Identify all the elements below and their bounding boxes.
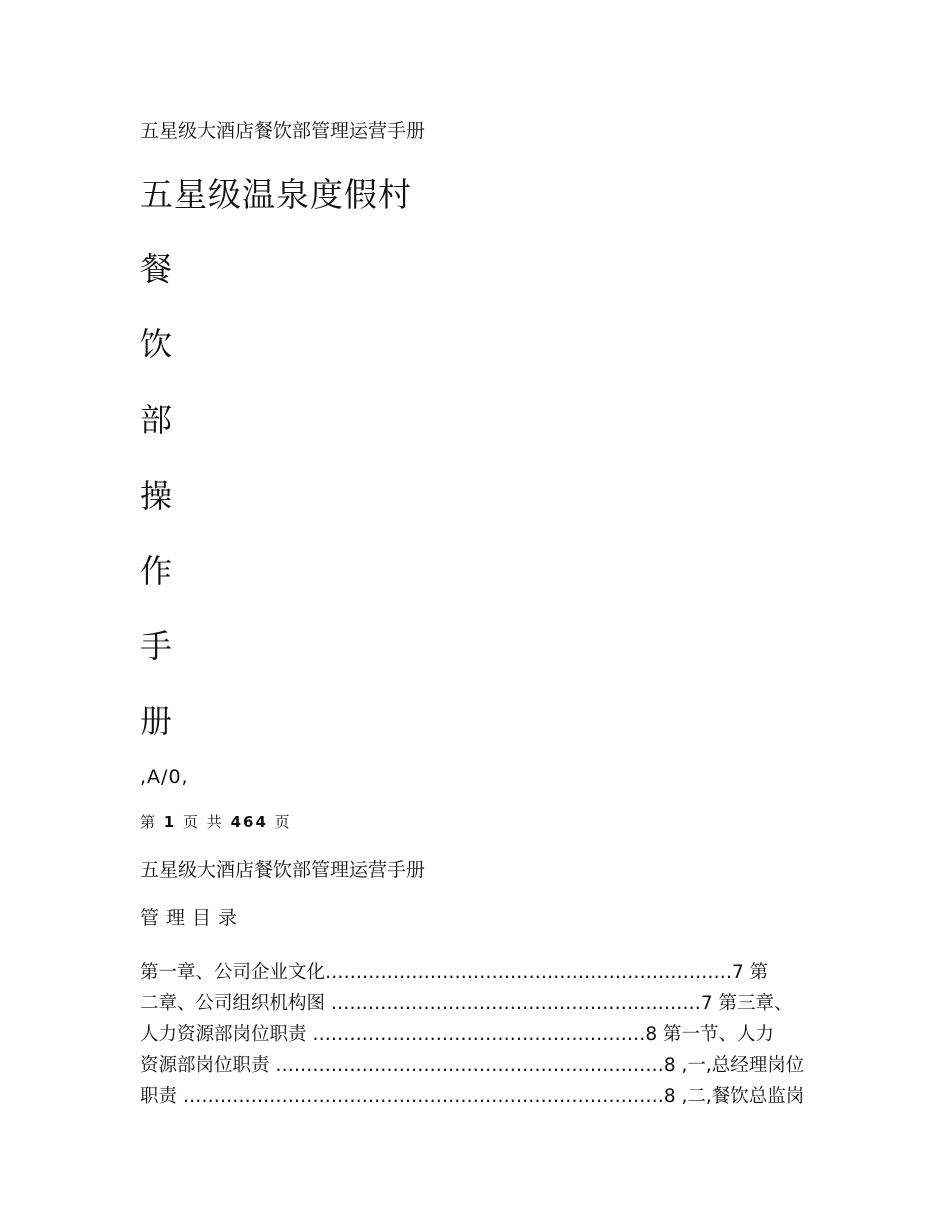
toc-line (140, 1081, 830, 1112)
toc-line-text: 资源部岗位职责 ………………………………………………………8 ,一,总经理岗位 (140, 1055, 805, 1076)
document-code: ,A/0, (140, 766, 189, 788)
toc-line-text: 第一章、公司企业文化…………………………………………………………7 第 (140, 962, 769, 983)
vertical-title-char: 作 (140, 552, 173, 590)
vertical-title-char: 部 (140, 401, 173, 439)
running-header-second: 五星级大酒店餐饮部管理运营手册 (140, 859, 426, 881)
toc-line-text: 职责 ……………………………………………………………………8 ,二,餐饮总监岗 (140, 1086, 805, 1107)
page-current: 1 (163, 813, 177, 831)
page-middle: 页 共 (183, 813, 224, 831)
vertical-title-char: 餐 (140, 250, 173, 288)
page-suffix: 页 (274, 813, 292, 831)
toc-line (140, 1050, 830, 1081)
vertical-title-char: 饮 (140, 325, 173, 363)
vertical-title-char: 操 (140, 477, 173, 515)
table-of-contents (140, 957, 830, 1112)
page-total: 464 (230, 813, 268, 831)
toc-line (140, 1019, 830, 1050)
page-indicator (140, 815, 292, 830)
toc-line-text: 二章、公司组织机构图 ……………………………………………………7 第三章、 (140, 993, 793, 1014)
vertical-title-char: 册 (140, 702, 173, 740)
running-header: 五星级大酒店餐饮部管理运营手册 (140, 120, 426, 142)
toc-line (140, 988, 830, 1019)
page-prefix: 第 (140, 813, 158, 831)
toc-title: 管理目录 (140, 907, 245, 929)
toc-line (140, 957, 830, 988)
document-title: 五星级温泉度假村 (140, 175, 412, 214)
vertical-title-char: 手 (140, 627, 173, 665)
toc-line-text: 人力资源部岗位职责 ………………………………………………8 第一节、人力 (140, 1024, 775, 1045)
